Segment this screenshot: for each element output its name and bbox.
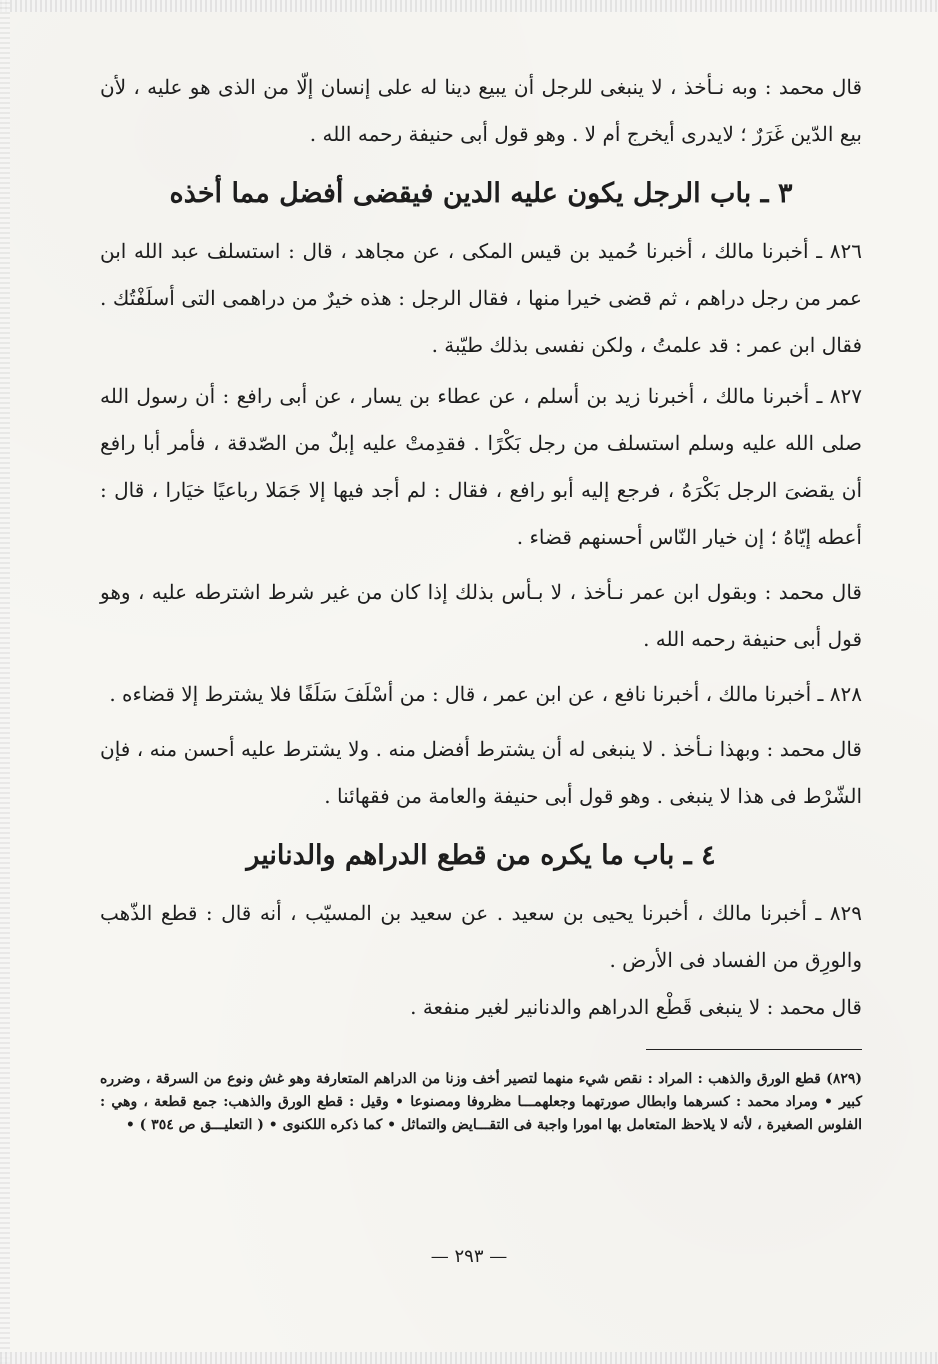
paragraph-intro: قال محمد : وبه نـأخذ ، لا ينبغى للرجل أن يبيع دينا له على إنسان إلّا من الذى هو عليه ، لأن بيع الدّين غَرَرٌ ؛ لايدرى أيخرج أم لا . وهو قول أبى حنيفة رحمه الله .	[100, 75, 862, 146]
hadith-827: ٨٢٧ ـ أخبرنا مالك ، أخبرنا زيد بن أسلم ، عن عطاء بن يسار ، عن أبى رافع : أن رسول الله صلى الله عليه وسلم استسلف من رجل بَكْرًا . فقدِمتْ عليه إبلٌ من الصّدقة ، فأمر أبا رافع أن يقضىَ الرجل بَكْرَهُ ، فرجع إليه أبو رافع ، فقال : لم أجد فيها إلا جَمَلا رباعيًا خيَارا ، قال : أعطه إيّاهُ ؛ إن خيار النّاس أحسنهم قضاء .	[100, 384, 862, 549]
commentary-829: قال محمد : لا ينبغى قَطْع الدراهم والدنانير لغير منفعة .	[410, 995, 862, 1019]
footnote-separator	[646, 1049, 862, 1050]
hadith-826: ٨٢٦ ـ أخبرنا مالك ، أخبرنا حُميد بن قيس المكى ، عن مجاهد ، قال : استسلف عبد الله ابن عمر من رجل دراهم ، ثم قضى خيرا منها ، فقال الرجل : هذه خيرٌ من دراهمى التى أسلَفْتُك . فقال ابن عمر : قد علمتُ ، ولكن نفسى بذلك طيّبة .	[100, 239, 862, 357]
commentary-827: قال محمد : وبقول ابن عمر نـأخذ ، لا بـأس بذلك إذا كان من غير شرط اشترطه عليه ، وهو قول أبى حنيفة رحمه الله .	[100, 580, 862, 651]
hadith-829: ٨٢٩ ـ أخبرنا مالك ، أخبرنا يحيى بن سعيد . عن سعيد بن المسيّب ، أنه قال : قطع الذّهب والورِق من الفساد فى الأرض .	[100, 901, 862, 972]
page-content	[100, 64, 862, 1137]
hadith-828: ٨٢٨ ـ أخبرنا مالك ، أخبرنا نافع ، عن ابن عمر ، قال : من أسْلَفَ سَلَفًا فلا يشترط إلا قضاءه .	[109, 682, 862, 706]
chapter-heading-4: ٤ ـ باب ما يكره من قطع الدراهم والدنانير	[246, 840, 716, 871]
scan-edge-top	[0, 0, 938, 12]
page-number: — ٢٩٣ —	[430, 1246, 508, 1267]
commentary-828: قال محمد : وبهذا نـأخذ . لا ينبغى له أن يشترط أفضل منه . ولا يشترط عليه أحسن منه ، فإن الشّرْط فى هذا لا ينبغى . وهو قول أبى حنيفة والعامة من فقهائنا .	[100, 737, 862, 808]
scan-edge-left	[0, 0, 10, 1364]
footnote-829: (٨٢٩) قطع الورق والذهب : المراد : نقص شيء منهما لتصير أخف وزنا من الدراهم المتعارفة وهو غش ونوع من السرقة ، وضرره كبير • ومراد محمد : كسرهما وابطال صورتهما وجعلهمـــا مظروفا ومصنوعا • وقيل : قطع الورق والذهب: جمع قطعة ، وهي : الفلوس الصغيرة ، لأنه لا يلاحظ المتعامل بها امورا واجبة فى التقـــايض والتماثل • كما ذكره اللكنوى • ( التعليـــق ص ٣٥٤ ) •	[100, 1071, 862, 1133]
scan-edge-bottom	[0, 1352, 938, 1364]
chapter-heading-3: ٣ ـ باب الرجل يكون عليه الدين فيقضى أفضل مما أخذه	[169, 178, 793, 209]
